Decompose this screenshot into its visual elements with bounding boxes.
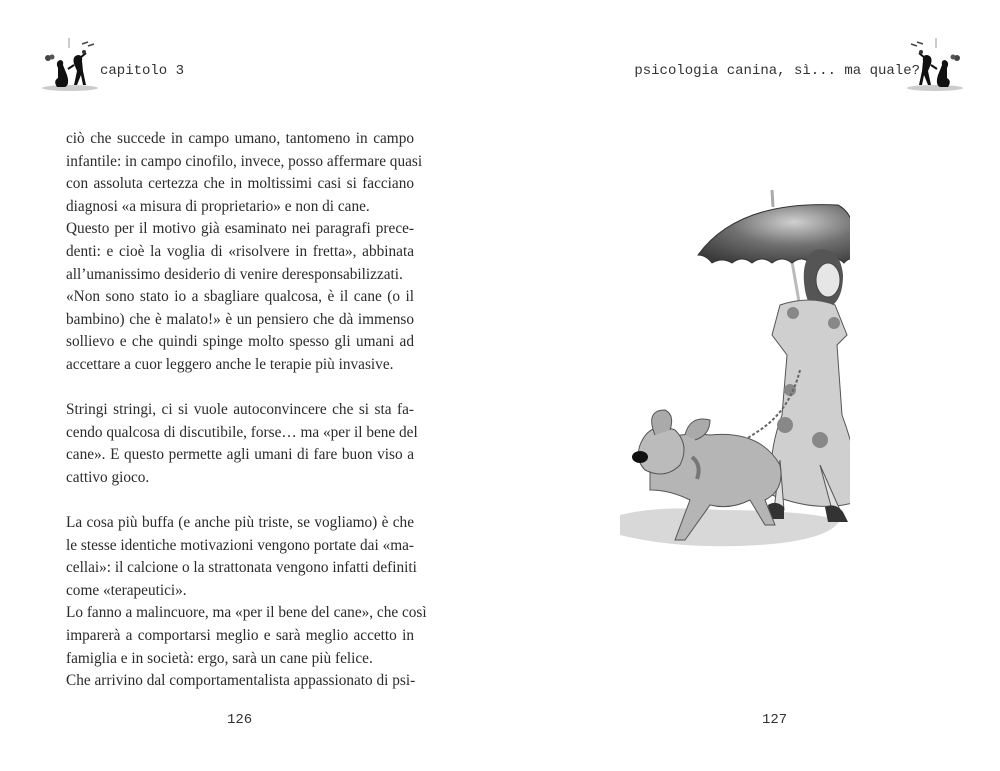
paragraph-break [66, 377, 414, 400]
text-line: Lo fanno a malincuore, ma «per il bene del cane», che così [66, 604, 427, 622]
text-line: «Non sono stato io a sbagliare qualcosa, è il cane (o il [66, 288, 414, 306]
text-line: La cosa più buffa (e anche più triste, se vogliamo) è che [66, 514, 414, 532]
running-head: capitolo 3 [100, 63, 185, 79]
text-line: imparerà a comportarsi meglio e sarà meglio accetto in [66, 627, 414, 645]
text-line: bambino) che è malato!» è un pensiero che dà immenso [66, 310, 414, 328]
text-line: le stesse identiche motivazioni vengono portate dai «ma- [66, 536, 414, 554]
text-line: all’umanissimo desiderio di venire deresponsabilizzati. [66, 265, 403, 283]
text-line: infantile: in campo cinofilo, invece, posso affermare quasi [66, 152, 423, 170]
dogs-ornament-icon [900, 38, 965, 98]
woman-walking-dog-illustration [610, 185, 850, 555]
text-line: cendo qualcosa di discutibile, forse… ma «per il bene del [66, 423, 418, 441]
text-line: Stringi stringi, ci si vuole autoconvincere che si sta fa- [66, 401, 414, 419]
text-line: ciò che succede in campo umano, tantomeno in campo [66, 130, 414, 147]
text-line: famiglia e in società: ergo, sarà un cane più felice. [66, 649, 373, 667]
body-text [66, 128, 427, 693]
text-line: sollievo e che quindi spinge molto spesso gli umani ad [66, 333, 414, 351]
text-line: accettare a cuor leggero anche le terapie più invasive. [66, 355, 394, 373]
text-line: Questo per il motivo già esaminato nei paragrafi prece- [66, 220, 414, 238]
text-line: cane». E questo permette agli umani di fare buon viso a [66, 446, 414, 464]
text-line: come «terapeutici». [66, 581, 187, 599]
text-line: cellai»: il calcione o la strattonata vengono infatti definiti [66, 559, 417, 577]
text-line: con assoluta certezza che in moltissimi casi si facciano [66, 175, 414, 193]
text-line: denti: e cioè la voglia di «risolvere in fretta», abbinata [66, 242, 414, 260]
paragraph-break [66, 490, 414, 513]
text-line: diagnosi «a misura di proprietario» e non di cane. [66, 197, 370, 215]
text-line: Che arrivino dal comportamentalista appassionato di psi- [66, 672, 416, 690]
page-number: 126 [227, 712, 253, 728]
text-line: cattivo gioco. [66, 468, 150, 486]
dogs-ornament-icon [40, 38, 100, 98]
running-head: psicologia canina, sì... ma quale? [634, 63, 920, 79]
page-number: 127 [762, 712, 788, 728]
